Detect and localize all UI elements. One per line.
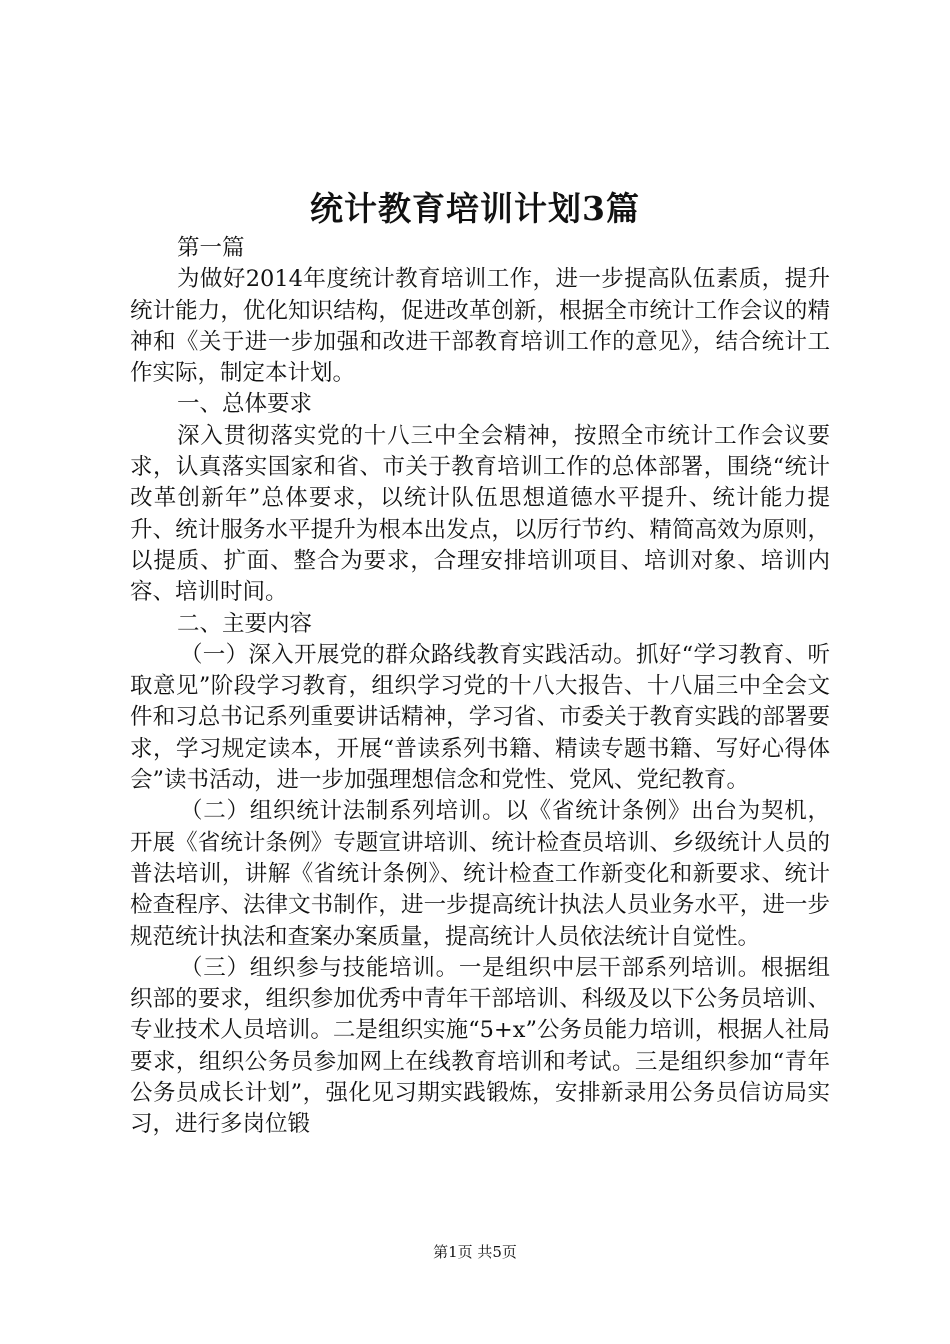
page-footer: 第1页 共5页 bbox=[433, 1243, 517, 1261]
document-title: 统计教育培训计划3篇 bbox=[310, 189, 640, 228]
main-content-item-3: （三）组织参与技能培训。一是组织中层干部系列培训。根据组织部的要求，组织参加优秀中青年干部培训、科级及以下公务员培训、专业技术人员培训。二是组织实施“5+x”公务员能力培训，根据人社局要求，组织公务员参加网上在线教育培训和考试。三是组织参加“青年公务员成长计划”，强化见习期实践锻炼，安排新录用公务员信访局实习，进行多岗位锻 bbox=[130, 954, 830, 1138]
main-content-item-2: （二）组织统计法制系列培训。以《省统计条例》出台为契机，开展《省统计条例》专题宣讲培训、统计检查员培训、乡级统计人员的普法培训，讲解《省统计条例》、统计检查工作新变化和新要求、统计检查程序、法律文书制作，进一步提高统计执法人员业务水平，进一步规范统计执法和查案办案质量，提高统计人员依法统计自觉性。 bbox=[130, 798, 830, 950]
intro-paragraph: 为做好2014年度统计教育培训工作，进一步提高队伍素质，提升统计能力，优化知识结构，促进改革创新，根据全市统计工作会议的精神和《关于进一步加强和改进干部教育培训工作的意见》，结合统计工作实际，制定本计划。 bbox=[130, 266, 830, 387]
section-heading-general-requirements: 一、总体要求 bbox=[177, 391, 313, 418]
section-heading-main-content: 二、主要内容 bbox=[177, 610, 313, 637]
section-label-first: 第一篇 bbox=[177, 235, 245, 261]
general-requirements-paragraph: 深入贯彻落实党的十八三中全会精神，按照全市统计工作会议要求，认真落实国家和省、市关于教育培训工作的总体部署，围绕“统计改革创新年”总体要求，以统计队伍思想道德水平提升、统计能力提升、统计服务水平提升为根本出发点，以厉行节约、精简高效为原则，以提质、扩面、整合为要求，合理安排培训项目、培训对象、培训内容、培训时间。 bbox=[130, 422, 830, 606]
main-content-item-1: （一）深入开展党的群众路线教育实践活动。抓好“学习教育、听取意见”阶段学习教育，组织学习党的十八大报告、十八届三中全会文件和习总书记系列重要讲话精神，学习省、市委关于教育实践的部署要求，学习规定读本，开展“普读系列书籍、精读专题书籍、写好心得体会”读书活动，进一步加强理想信念和党性、党风、党纪教育。 bbox=[130, 641, 830, 794]
document-body bbox=[130, 233, 830, 1141]
